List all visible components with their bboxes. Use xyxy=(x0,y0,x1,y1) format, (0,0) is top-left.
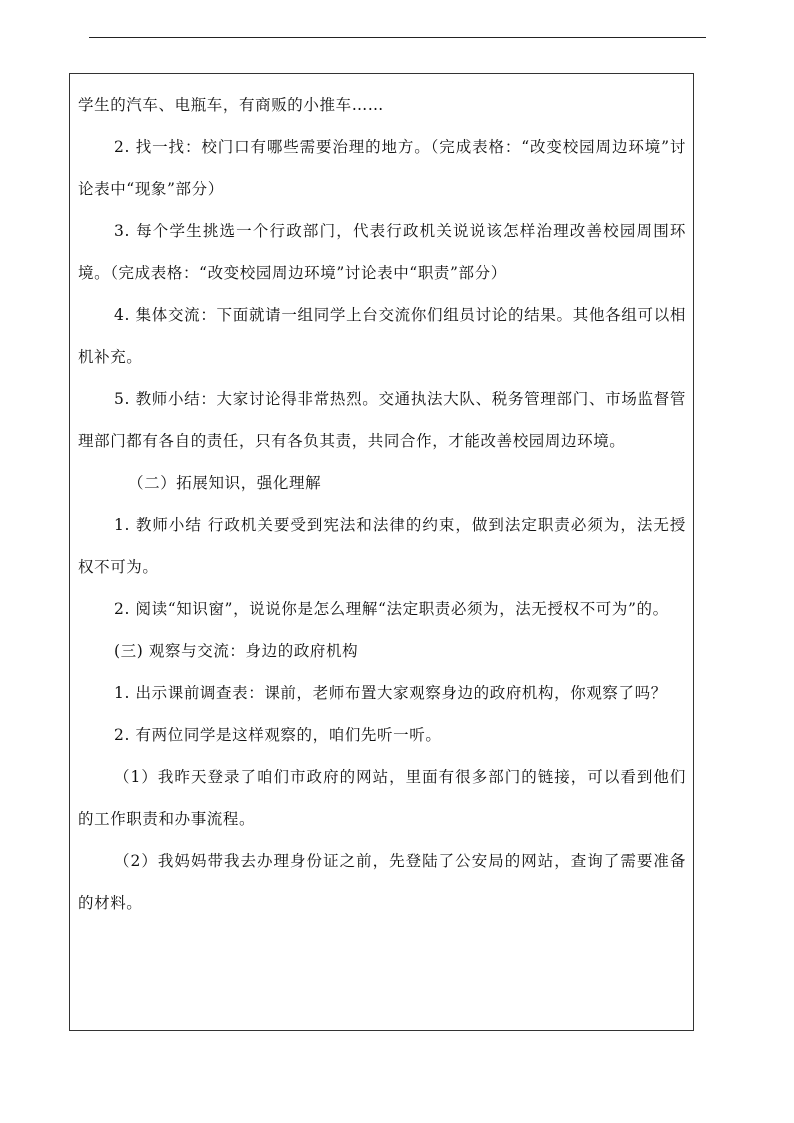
paragraph-two-students: 2. 有两位同学是这样观察的，咱们先听一听。 xyxy=(114,726,442,744)
paragraph-step-choose-department: 3. 每个学生挑选一个行政部门，代表行政机关说说该怎样治理改善校园周围环境。（完成表格：“改变校园周边环境”讨论表中“职责”部分） xyxy=(78,222,686,282)
paragraph-student-two: （2）我妈妈带我去办理身份证之前，先登陆了公安局的网站，查询了需要准备的材料。 xyxy=(78,852,686,912)
paragraph-step-find: 2. 找一找：校门口有哪些需要治理的地方。（完成表格：“改变校园周边环境”讨论表中“现象”部分） xyxy=(78,138,686,198)
paragraph-teacher-summary-law: 1. 教师小结 行政机关要受到宪法和法律的约束，做到法定职责必须为，法无授权不可为。 xyxy=(78,516,686,576)
paragraph-continuation: 学生的汽车、电瓶车，有商贩的小推车…… xyxy=(78,96,384,114)
paragraph-list xyxy=(78,84,686,924)
section-heading-observe-exchange: (三) 观察与交流：身边的政府机构 xyxy=(114,642,359,660)
paragraph-survey-table: 1. 出示课前调查表：课前，老师布置大家观察身边的政府机构，你观察了吗？ xyxy=(114,684,667,702)
paragraph-read-knowledge-window: 2. 阅读“知识窗”，说说你是怎么理解“法定职责必须为，法无授权不可为”的。 xyxy=(114,600,669,618)
paragraph-step-group-exchange: 4. 集体交流：下面就请一组同学上台交流你们组员讨论的结果。其他各组可以相机补充。 xyxy=(78,306,686,366)
header-rule xyxy=(89,37,706,38)
section-heading-expand-knowledge: （二）拓展知识，强化理解 xyxy=(128,474,322,492)
paragraph-student-one: （1）我昨天登录了咱们市政府的网站，里面有很多部门的链接，可以看到他们的工作职责和办事流程。 xyxy=(78,768,686,828)
content-box xyxy=(69,73,694,1031)
paragraph-teacher-summary: 5. 教师小结：大家讨论得非常热烈。交通执法大队、税务管理部门、市场监督管理部门都有各自的责任，只有各负其责，共同合作，才能改善校园周边环境。 xyxy=(78,390,686,450)
